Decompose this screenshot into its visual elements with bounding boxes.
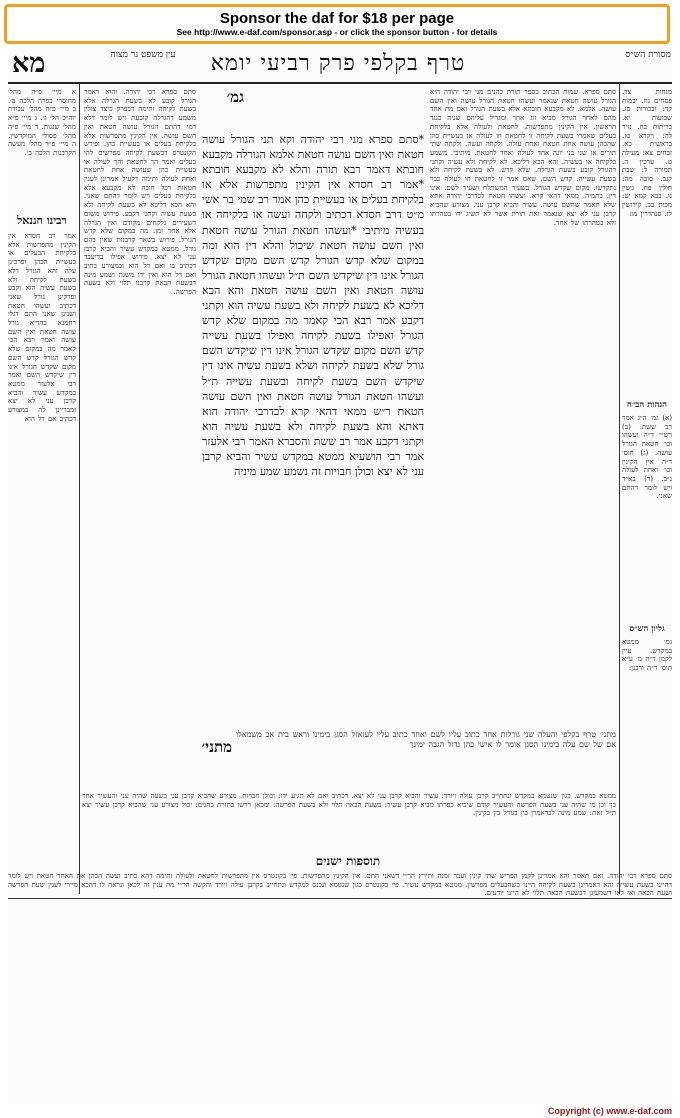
page-title: טרף בקלפי פרק רביעי יומא <box>210 51 466 76</box>
gemara-text: *סתם ספרא מני רבי יהודה וקא תני הגורל עושה חטאת ואין השם עושה חטאת אלמא הגורלה מקבעא חובתא דאמר רבא תורה והלא לא מקבעא חובתא *אמר רב חסדא אין הקינין מתפרשות אלא או בלקיחת בעלים או בעשיית כהן אמר רב שמי בר אשי מ״ט דרב חסדא דכתיב ולקחה ועשה או בלקיחה או בעשיה מיתיבי *ועשהו חטאת הגורל עושה חטאת ואין השם עושה חטאת שיכול והלא דין הוא ומה במקום שלא קדש הגורל קדש השם מקום שקדש הגורל אינו דין שיקדש השם ת״ל ועשהו חטאת הגורל עושה חטאת ואין השם עושה חטאת והא הכא דליכא לא בשעת לקיחה ולא בשעת עשיה הוא וקתני דקבע אמר רבא הכי קאמר מה במקום שלא קדש הגורל ואפילו בשעת לקיחה ואפילו בשעת עשייה קדש השם מקום שקדש הגורל אינו דין שיקדש השם גורל שלא בשעת לקיחה ושלא בשעת עשיה אינו דין שיקדש השם בשעת לקיחה ובשעת עשייה ת״ל ועשהו חטאת הגורל עושה חטאת ואין השם עושה חטאת ר״ש ממאי דהאי קרא לכדרבי יהודה הוא דאתא והא בשעת לקיחה ולא בשעת עשיה הוא וקתני דקבע אמר רב ששת והסברא האמר רבי אלעזר אמר רבי הושעיא ממטא במקדש עשיר והביא קרבן עני לא יצא וכולן חבויות זה נשמע שמע מיניה <box>202 133 424 479</box>
margin-references: מנחות צד. פסחים נח. יבמות קד: ובכורות סג. שבועות יא. כריתות כח. נזיר לה: ויקרא טז. בראשית כא. זבחים צא: מעילה ט. ערכין ה. תמורה ל: שבת קנב. סוכה מה: חולין פח. גיטין נו. בבא קמא יט: מכות כב. קידושין לז. סנהדרין מו: <box>622 88 672 218</box>
hagahot-label: הגהות הב״ח <box>626 400 668 410</box>
ein-mishpat-text: א מיי׳ פ״ה מהל׳ מחוסרי כפרה הלכה ב׳. ב מיי׳ פ״ה מהל׳ עבודת יוה״כ הל׳ ג׳. ג מיי׳ פ״א מהל׳ שגגות. ד מיי׳ פ״ה מהל׳ פסולי המוקדשין. ה מיי׳ פ״ד מהל׳ מעשה הקרבנות הלכה ב׳. <box>8 88 76 157</box>
tosafot-yeshanim-title: תוספות ישנים <box>315 854 381 868</box>
mishna-word: מתני׳ <box>201 738 232 756</box>
page-number: מא <box>12 48 46 79</box>
sponsor-title[interactable]: Sponsor the daf for $18 per page <box>219 10 455 27</box>
rabbeinu-chananel-label: רבינו חננאל <box>17 214 67 227</box>
gilyon-text: גמ׳ ממטא במקדש. עיין לקמן ד״ה מ׳ ע״א תוס׳ ד״ה ורבנן: <box>622 638 672 673</box>
rabbeinu-chananel-text: אמר רב חסדא אין הקינין מתפרשות אלא בלקיחת הבעלים או בעשיית הכהן ופרכינן עלה והא הגורל דלא בשעת לקיחה ולא בשעת עשיה הוא וקבע ופרקינן גורל שאני דכתיב ועשהו חטאת ושנינן שאני התם דגלי רחמנא בהדיא גורל עושה חטאת ואין השם עושה ואמר רבא הכי קאמר מה במקום שלא קדש הגורל קדש השם מקום שקדש הגורל אינו דין שיקדש השם ואמר רבי אלעזר ממטא במקדש עשיר והביא קרבן עני לא יצא ומבריינן לה במצורע דכתיב אם דל הוא <box>8 232 76 423</box>
tosafot-commentary: סתם ספרא רבי יהודה. והוא דאמר הגורל קובע לא בשעת הגרלה אלא בשעת לקיחה ותימה דבפרק כיצד צולין משמע דהגרלה קובעת ויש לומר דלא דמי דהתם הגורל עושה חטאת ואין השם עושה. אין הקינין מתפרשות אלא בלקיחת בעלים או בעשיית כהן. ופירש הקונטרס דבשעת לקיחה מפרשים להו בעלים ואמר הך לחטאת והך לעולה או בעשיית כהן שעושה אחת לחטאת ואחת לעולה ותימה דלעיל אמרינן לענין חטאות דכל חובה לא מקבעא אלא בלקיחת בעלים ויש לומר דהתם שאני. והא הכא דליכא לא בשעת לקיחה ולא בשעת עשיה וקתני דקבע. פירוש משום דשעירים נלקחים מקודם ואין הגרלה אלא אחר זמן. מה במקום שלא קדש הגורל. פירוש בשאר קרבנות שאין בהם גורל. ממטא במקדש עשיר והביא קרבן עני לא יצא. פירוש אפילו בדיעבד דכתיב בו ואם דל הוא ובמצורע כתיב ואם דל הוא ואין ידו משגת ושמע מינה דבשעת הבאת קרבנו תלוי ולא בשעת הפרשה. <box>84 88 196 297</box>
margin-rule-left <box>79 84 80 894</box>
hagahot-text: (א) גמ׳ ה״ג אמר רב ששת. (ב) רש״י ד״ה ועשהו וכו׳ חטאת הגורל עושה. (ג) תוס׳ ד״ה אין הקינין וכו׳ ואחת לעולה נ״ב. (ד) בא״ד ויש לומר דהתם שאני. <box>622 414 672 501</box>
bottom-commentary: ממטא במקדש. כגון שנטמא במקדש ונתחייב קרבן עולה ויורד: עשיר והביא קרבן עני לא יצא. דכתיב ואם לא תגיע ידו: וכולן חבויות. מצורע שהביא קרבן עני בשעה שהיה עני והעשיר אחר כך וכן מי שהיה עני בשעת הפרשה והעשיר קודם שיביא כפרתו מביא קרבן עשיר: בשעת הבאה תלוי ולא בשעת הפרשה: ומכאן דרשו בתורת כהנים: יכול מצורע עני שהביא קרבן עשיר יצא ת״ל זאת: שמע מינה לכדאמרן בין בגורל בין בקינין. <box>82 792 616 818</box>
ein-mishpat-label: עין משפט נר מצוה <box>110 50 176 60</box>
tosafot-yeshanim-text: סתם ספרא רבי יהודה. ואם תאמר והא אמרינן לקמן הפריש שתי קינין ועבר זמנה ותירץ הר״י דשאני התם. אין הקינין מתפרשות. פי׳ בקונטרס אין מתפרשות לחטאת ולעולה ותימה דהא כתיב ועשה הכהן את האחד חטאת ויש לומר דהיינו בשעת עשייה והא דאמרינן בשעת לקיחה היינו כשהבעלים מפרשין. ממטא במקדש עשיר. פי׳ בקונטרס כגון שנטמא ונכנס למקדש ונתחייב בקרבן עולה ויורד והקשה הר״י מה ענין זה לכאן ונראה לו דהכא מיירי לענין שעת הפרשה ושעת הבאה ואי לאו דשמעינן דבשעת הבאה תלוי לא היינו יודעים. <box>8 872 672 898</box>
rashi-commentary: סתם ספרא. שמות הכתוב בספר תורת כהנים מני רבי יהודה היא הגורל עושה חטאת שנאמר ועשהו חטאת הגורל עושה ואין השם עושה. אלמא. לא מקבעא חובתא אלא בשעת הגורל ואם מת אחד מהם לאחר הגורל מביא זוג אחר ומגריל עליהם שניה כנגד הראשון. אין הקינין מתפרשות. לחטאת ולעולה אלא בלקיחת בעלים שאמרו בשעת לקיחה זו לחטאת וזו לעולה או בעשיית כהן שהכהן עושה אחת חטאת ואחת עולה. ולקחה ועשה. ולקחה שתי תורים או שני בני יונה אחד לעולה ואחד לחטאת. מיתיבי. משמע בלקיחה או בעשיה. והא הכא דליכא. לא לקיחה ולא עשיה וקתני דהגורל קובע בשעת הגרלה. שלא קדש. לא בשעת לקיחה ולא בשעת עשייה. קדש השם. שאם אמר זו לחטאת וזו לעולה כבר נתקדשו. מקום שקדש הגורל. בשעיר המשתלח ושעיר לשם. אינו דין. בתמיה. ממאי דהאי קרא. ועשהו חטאת לכדרבי יהודה אתא שלא תאמר שהשם עושה. עשיר והביא קרבן עני. מצורע שהביא קרבן עני לא יצא שנאמר זאת תורת אשר לא תשיג ידו בטהרתו ולא בטהרתו של אחר. <box>430 88 616 227</box>
margin-rule-right <box>619 84 620 894</box>
mishna-text: מתני׳ טרף בקלפי והעלה שני גורלות אחד כתוב עליו לשם ואחד כתוב עליו לעזאזל הסגן בימינו וראש בית אב משמאלו אם של שם עלה בימינו הסגן אומר לו אישי כהן גדול הגבה ימינך <box>236 730 616 749</box>
mesoret-label: מסורת הש״ס <box>625 50 671 60</box>
talmud-page <box>8 48 672 1104</box>
gilyon-label: גליון הש״ס <box>629 624 665 634</box>
page-header <box>8 48 672 84</box>
sponsor-banner[interactable] <box>4 4 670 44</box>
gemara-word: גמ׳ <box>226 88 244 106</box>
sponsor-subtitle[interactable]: See http://www.e-daf.com/sponsor.asp - or click the sponsor button - for details <box>176 27 498 37</box>
copyright-footer: Copyright (c) www.e-daf.com <box>547 1106 672 1116</box>
